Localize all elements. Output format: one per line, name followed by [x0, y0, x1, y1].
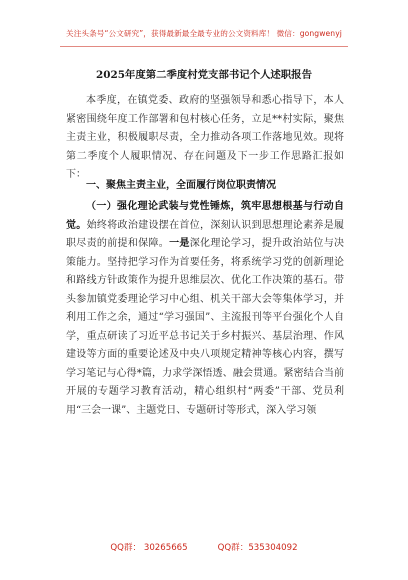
point-marker: 一是: [169, 238, 190, 249]
subsection-heading-1: （一）强化理论武装与党性锤炼，筑牢思想根基与行动自觉。: [66, 201, 344, 231]
header-banner: 关注头条号“公文研究”，获得最新最全最专业的公文资料库！ 微信：gongwenyj: [66, 29, 342, 38]
paragraph-text: 始终将政治建设摆在首位，深刻认识到思想理论素养是履职尽责的前提和保障。: [66, 219, 345, 249]
qq-group-2: QQ群：535304092: [217, 543, 298, 553]
document-title: 2025年度第二季度村党支部书记个人述职报告: [96, 69, 312, 81]
paragraph-text: 深化理论学习，提升政治站位与决策能力。坚持把学习作为首要任务，将系统学习党的创新理论和路线方针政策作为提升思维层次、优化工作决策的基石。带头参加镇党委理论学习中心组、机关干部大会等集体学习，并利用工作之余，通过“学习强国”、主流报刊等平台强化个人自学，重点研读了习近平总书记关于乡村振兴、基层治理、作风建设等方面的重要论述及中央八项规定精神等核心内容，撰写学习笔记与心得*篇，力求学深悟透、融会贯通。紧密结合当前开展的专题学习教育活动，精心组织村“两委”干部、党员利用“三会一课”、主题党日、专题研讨等形式，深入学习领: [66, 238, 345, 416]
intro-paragraph: 本季度，在镇党委、政府的坚强领导和悉心指导下，本人紧密围绕年度工作部署和包村核心任务，立足**村实际，聚焦主责主业，积极履职尽责，全力推动各项工作落地见效。现将第二季度个人履职情况、存在问题及下一步工作思路汇报如下：: [66, 95, 344, 180]
qq-group-1: QQ群： 30265665: [110, 543, 188, 553]
header-divider: [60, 46, 348, 47]
footer-contact: [0, 541, 408, 553]
section-heading-1: 一、聚焦主责主业，全面履行岗位职责情况: [86, 180, 276, 191]
body-paragraph-1: [66, 198, 344, 420]
